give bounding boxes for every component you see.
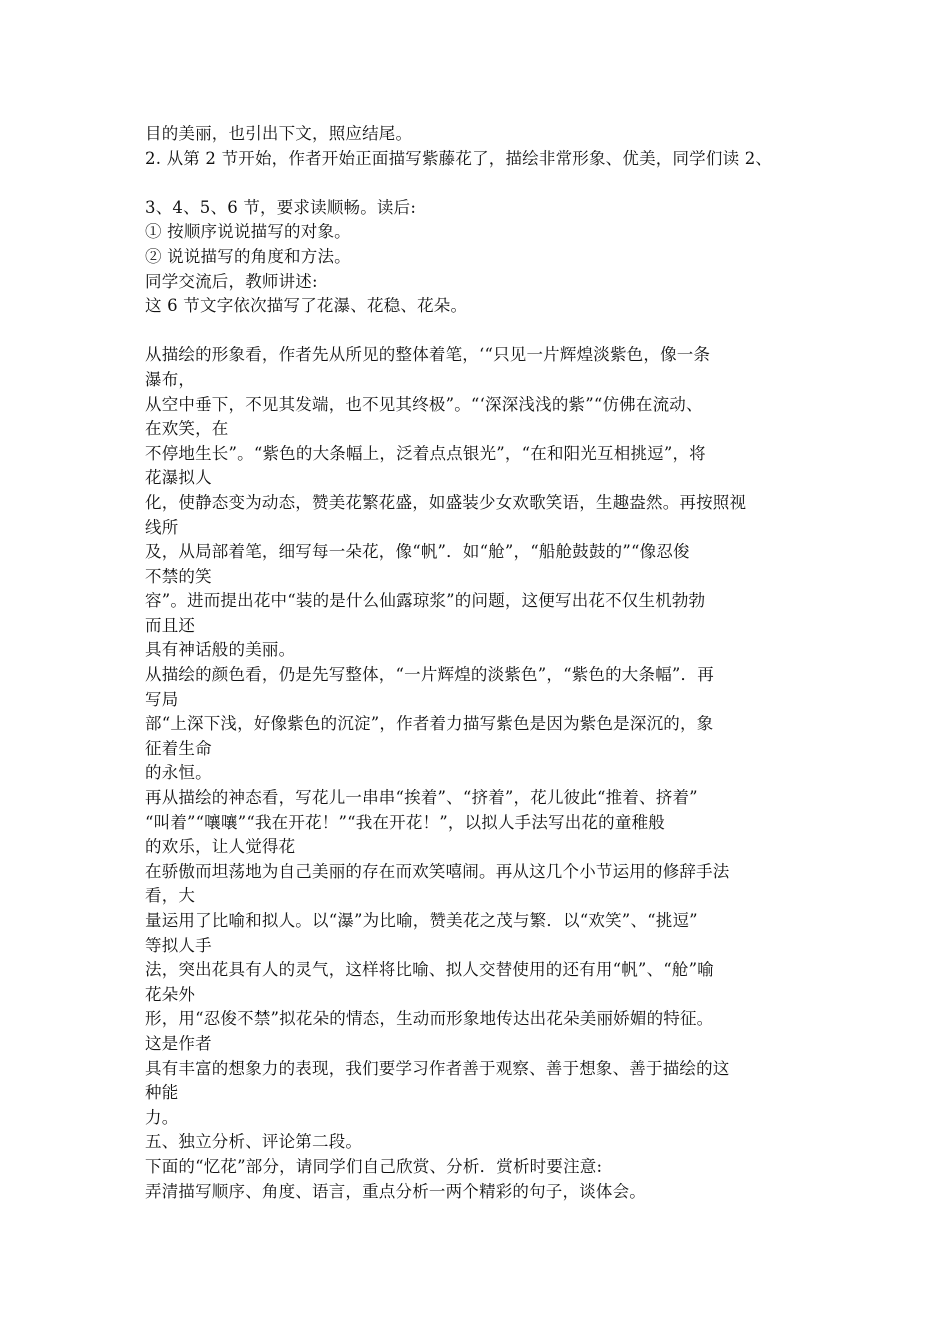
text-line: 不禁的笑	[145, 566, 212, 586]
blank-line	[145, 319, 815, 344]
text-line: 从描绘的形象看，作者先从所见的整体着笔，‘“只见一片辉煌淡紫色，像一条	[145, 345, 711, 365]
text-line: 部“上深下浅，好像紫色的沉淀”，作者着力描写紫色是因为紫色是深沉的，象	[145, 714, 714, 734]
text-line: 同学交流后，教师讲述:	[145, 271, 318, 291]
text-line: 线所	[145, 517, 179, 537]
text-line: 这 6 节文字依次描写了花瀑、花稳、花朵。	[145, 296, 468, 316]
text-line: 而且还	[145, 615, 196, 635]
text-line: 花瀑拟人	[145, 468, 212, 488]
blank-line	[145, 171, 815, 196]
text-line: 力。	[145, 1107, 179, 1127]
text-line: 的永恒。	[145, 763, 212, 783]
text-line: 3、4、5、6 节，要求读顺畅。读后:	[145, 197, 417, 217]
text-line: 在欢笑，在	[145, 419, 229, 439]
text-line: 的欢乐，让人觉得花	[145, 837, 296, 857]
text-line: 容”。进而提出花中“装的是什么仙露琼浆”的问题，这便写出花不仅生机勃勃	[145, 591, 706, 611]
text-line: 法，突出花具有人的灵气，这样将比喻、拟人交替使用的还有用“帆”、“舱”喻	[145, 960, 714, 980]
text-line: 2. 从第 2 节开始，作者开始正面描写紫藤花了，描绘非常形象、优美，同学们读 2、	[145, 148, 773, 168]
text-line: 五、独立分析、评论第二段。	[145, 1132, 363, 1152]
text-line: 瀑布，	[145, 369, 196, 389]
text-line: 及，从局部着笔，细写每一朵花，像“帆”．如“舱”，“船舱鼓鼓的”“像忍俊	[145, 542, 690, 562]
text-line: 看，大	[145, 886, 196, 906]
text-line: 等拟人手	[145, 935, 212, 955]
text-line: ① 按顺序说说描写的对象。	[145, 222, 351, 242]
text-line: 具有神话般的美丽。	[145, 640, 296, 660]
text-line: 下面的“忆花”部分，请同学们自己欣赏、分析．赏析时要注意:	[145, 1156, 603, 1176]
text-line: 征着生命	[145, 738, 212, 758]
text-line: 目的美丽，也引出下文，照应结尾。	[145, 124, 413, 143]
text-line: 具有丰富的想象力的表现，我们要学习作者善于观察、善于想象、善于描绘的这	[145, 1058, 730, 1078]
text-line: 量运用了比喻和拟人。以“瀑”为比喻，赞美花之茂与繁．以“欢笑”、“挑逗”	[145, 911, 698, 930]
text-line: 从描绘的颜色看，仍是先写整体，“一片辉煌的淡紫色”，“紫色的大条幅”．再	[145, 665, 714, 685]
text-line: 从空中垂下，不见其发端，也不见其终极”。“‘深深浅浅的紫”“仿佛在流动、	[145, 394, 703, 414]
document-body	[145, 122, 815, 1204]
text-line: 写局	[145, 689, 179, 709]
text-line: 这是作者	[145, 1033, 212, 1053]
text-line: 化，使静态变为动态，赞美花繁花盛，如盛装少女欢歌笑语，生趣盎然。再按照视	[145, 492, 747, 512]
text-line: 形，用“忍俊不禁”拟花朵的情态，生动而形象地传达出花朵美丽娇媚的特征。	[145, 1009, 714, 1029]
text-line: 再从描绘的神态看，写花儿一串串“挨着”、“挤着”，花儿彼此“推着、挤着”	[145, 788, 698, 808]
text-line: 不停地生长”。“紫色的大条幅上，泛着点点银光”，“在和阳光互相挑逗”，将	[145, 443, 706, 463]
text-line: 在骄傲而坦荡地为自己美丽的存在而欢笑嘻闹。再从这几个小节运用的修辞手法	[145, 861, 730, 881]
text-line: 弄清描写顺序、角度、语言，重点分析一两个精彩的句子，谈体会。	[145, 1181, 646, 1201]
text-line: 种能	[145, 1083, 179, 1103]
text-line: “叫着”“嚷嚷”“我在开花！”“我在开花！”，以拟人手法写出花的童稚般	[145, 812, 665, 832]
text-line: ② 说说描写的角度和方法。	[145, 246, 351, 266]
text-line: 花朵外	[145, 984, 196, 1004]
